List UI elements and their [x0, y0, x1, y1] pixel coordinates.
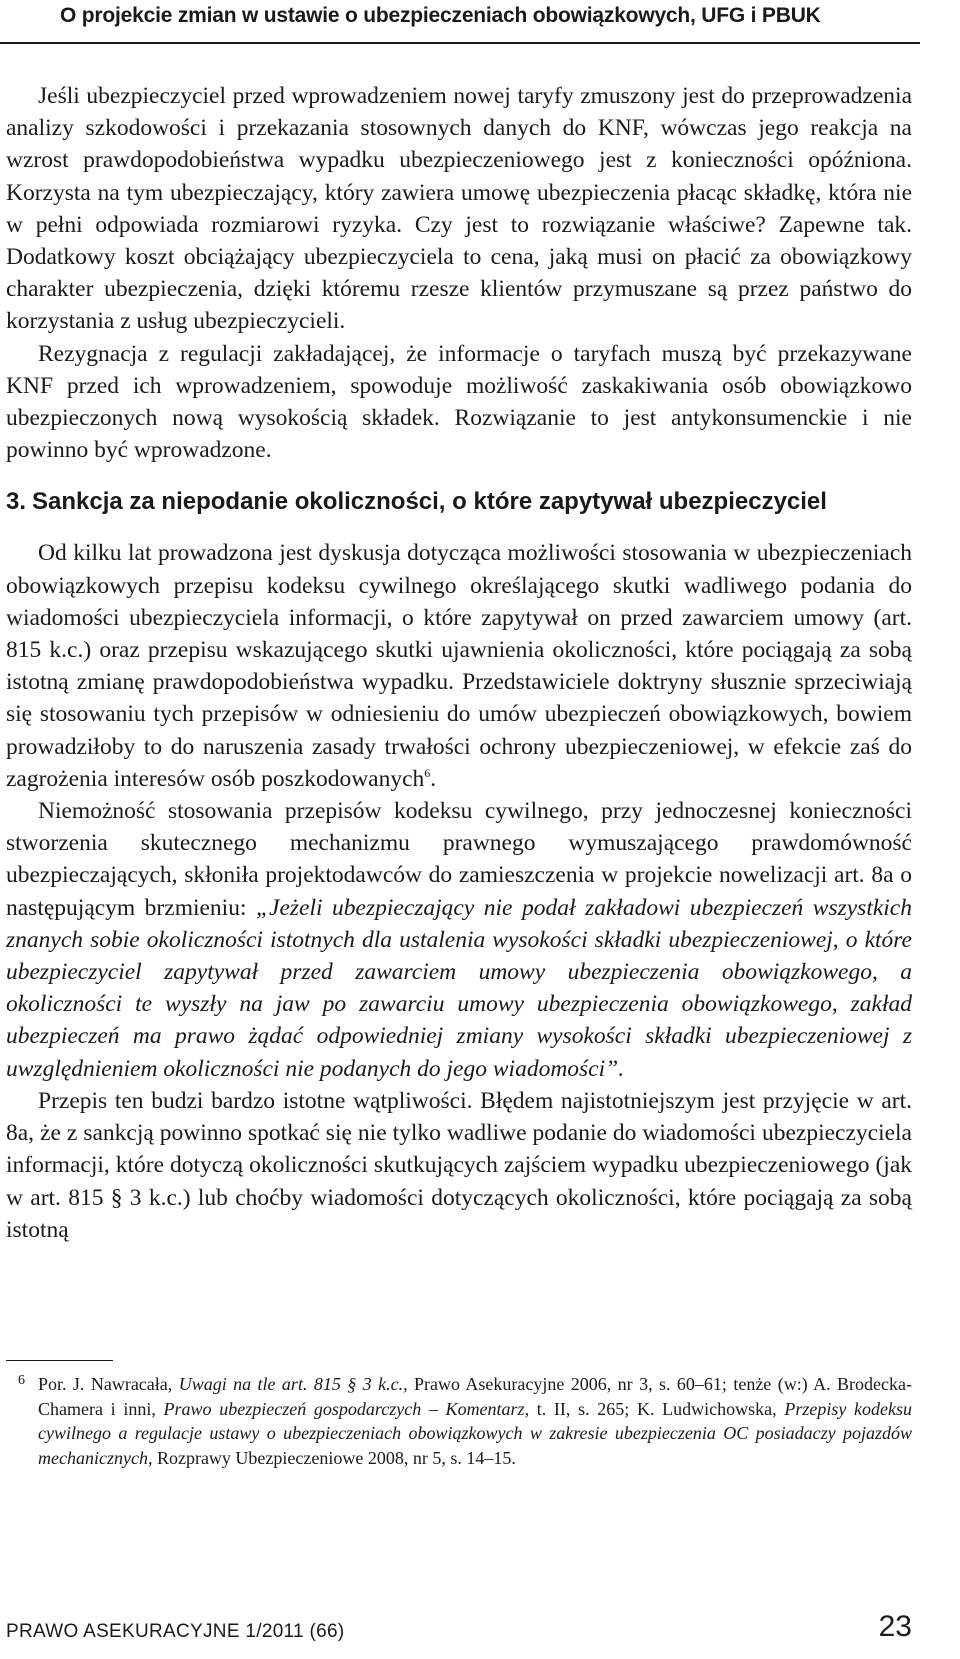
paragraph-1: Jeśli ubezpieczyciel przed wprowadzeniem nowej taryfy zmuszony jest do przeprowadzenia analizy szkodowości i przekazania stosownych danych do KNF, wówczas jego reakcja na wzrost prawdopodobieństwa wypadku ubezpieczeniowego jest z konieczności opóźniona. Korzysta na tym ubezpieczający, który zawiera umowę ubezpieczenia płacąc składkę, która nie w pełni odpowiada rozmiarowi ryzyka. Czy jest to rozwiązanie właściwe? Zapewne tak. Dodatkowy koszt obciążający ubezpieczyciela to cena, jaką musi on płacić za obowiązkowy charakter ubezpieczenia, dzięki któremu rzesze klientów przymuszane są przez państwo do korzystania z usług ubezpieczycieli.: [6, 83, 912, 335]
footnote-text: [38, 1372, 912, 1470]
footnote-segment: , Rozprawy Ubezpieczeniowe 2008, nr 5, s. 14–15.: [147, 1447, 516, 1468]
page-number: 23: [878, 1610, 912, 1643]
footnote-title: Przepisy kodeksu cywilnego a regulacje ustawy o ubezpieczeniach obowiązkowych w zakresie ubezpieczenia OC posiadaczy pojazdów mechanicznych: [38, 1398, 912, 1468]
paragraph-4: [6, 795, 912, 1085]
paragraph-3-text: Od kilku lat prowadzona jest dyskusja dotycząca możliwości stosowania w ubezpieczeniach obowiązkowych przepisu kodeksu cywilnego określającego skutki wadliwego podania do wiadomości ubezpieczyciela informacji, o które zapytywał on przed zawarciem umowy (art. 815 k.c.) oraz przepisu wskazującego skutki ujawnienia okoliczności, które pociągają za sobą istotną zmianę prawdopodobieństwa wypadku. Przedstawiciele doktryny słusznie sprzeciwiają się stosowaniu tych przepisów w odniesieniu do umów ubezpieczeń obowiązkowych, bowiem prowadziłoby to do naruszenia zasady trwałości ochrony ubezpieczeniowej, w efekcie zaś do zagrożenia interesów osób poszkodowanych: [6, 540, 912, 792]
paragraph-2: Rezygnacja z regulacji zakładającej, że informacje o taryfach muszą być przekazywane KNF przed ich wprowadzeniem, spowoduje możliwość zaskakiwania osób obowiązkowo ubezpieczonych nową wysokością składek. Rozwiązanie to jest antykonsumenckie i nie powinno być wprowadzone.: [6, 340, 912, 464]
footnote-title: Uwagi na tle art. 815 § 3 k.c.: [178, 1374, 404, 1394]
paragraph-5: Przepis ten budzi bardzo istotne wątpliwości. Błędem najistotniejszym jest przyjęcie w art. 8a, że z sankcją powinno spotkać się nie tylko wadliwe podanie do wiadomości ubezpieczyciela informacji, które dotyczą okoliczności skutkujących zajściem wypadku ubezpieczeniowego (jak w art. 815 § 3 k.c.) lub choćby wiadomości dotyczących okoliczności, które pociągają za sobą istotną: [6, 1087, 912, 1243]
paragraph-3-end: .: [430, 765, 437, 792]
footnote-segment: , Prawo Asekuracyjne 2006, nr 3, s. 60–61; tenże (w:) A. Brodecka-Chamera i inni,: [38, 1374, 912, 1419]
statute-quote: „Jeżeli ubezpieczający nie podał zakładowi ubezpieczeń wszystkich znanych sobie okoliczności istotnych dla ustalenia wysokości składki ubezpieczeniowej, o które ubezpieczyciel zapytywał przed zawarciem umowy ubezpieczenia obowiązkowego, a okoliczności te wyszły na jaw po zawarciu umowy ubezpieczenia obowiązkowego, zakład ubezpieczeń ma prawo żądać odpowiedniej zmiany wysokości składki ubezpieczeniowej z uwzględnieniem okoliczności nie podanych do jego wiadomości”.: [6, 894, 912, 1082]
footnote-segment: Por. J. Nawracała,: [38, 1374, 179, 1394]
footnote: [6, 1372, 912, 1470]
section-heading: [6, 486, 912, 517]
running-header: O projekcie zmian w ustawie o ubezpieczeniach obowiązkowych, UFG i PBUK: [60, 4, 821, 27]
paragraph-3: [6, 537, 912, 795]
journal-footer: PRAWO ASEKURACYJNE 1/2011 (66): [6, 1621, 345, 1642]
footnote-title: Prawo ubezpieczeń gospodarczych – Komentarz: [163, 1398, 525, 1419]
header-rule: [0, 42, 920, 44]
footnote-rule: [6, 1360, 113, 1361]
footnote-segment: , t. II, s. 265; K. Ludwichowska,: [524, 1398, 785, 1419]
footnote-ref: 6: [424, 766, 431, 781]
section-title: Sankcja za niepodanie okoliczności, o które zapytywał ubezpieczyciel: [32, 488, 827, 516]
footnote-number: 6: [18, 1373, 25, 1388]
section-number: 3.: [6, 488, 27, 516]
paragraph-4-text: Niemożność stosowania przepisów kodeksu cywilnego, przy jednoczesnej konieczności stworzenia skutecznego mechanizmu prawnego wymuszającego prawdomówność ubezpieczających, skłoniła projektodawców do zamieszczenia w projekcie nowelizacji art. 8a o następującym brzmieniu:: [6, 798, 912, 921]
article-body: [6, 80, 912, 1246]
